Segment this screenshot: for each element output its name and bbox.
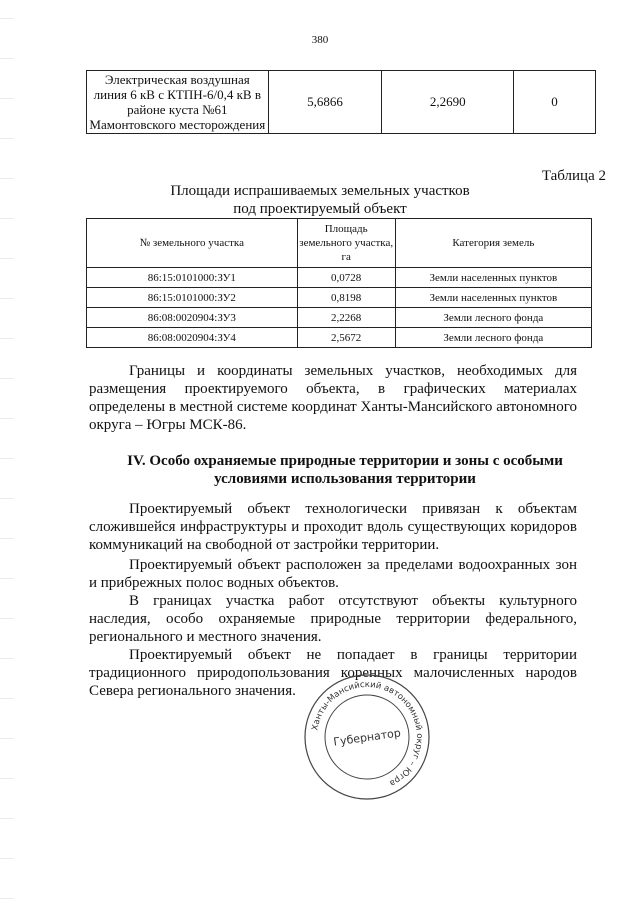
cell-parcel-number: 86:08:0020904:ЗУ3 bbox=[87, 308, 298, 328]
section-heading: IV. Особо охраняемые природные территории и зоны с особыми условиями использования территории bbox=[127, 453, 563, 487]
table-cell-value-1: 5,6866 bbox=[268, 71, 382, 134]
cell-parcel-number: 86:15:0101000:ЗУ2 bbox=[87, 288, 298, 308]
table-cell-value-3: 0 bbox=[514, 71, 596, 134]
cell-land-category: Земли населенных пунктов bbox=[395, 288, 591, 308]
table-2-label: Таблица 2 bbox=[541, 168, 606, 184]
column-header-land-category: Категория земель bbox=[395, 219, 591, 268]
paragraph: В границах участка работ отсутствуют объекты культурного наследия, особо охраняемые природные территории федерального, регионального и местного значения. bbox=[89, 593, 577, 645]
seal-ring-text: Ханты-Мансийский автономный округ – Югра bbox=[310, 679, 425, 789]
cell-area: 2,5672 bbox=[297, 328, 395, 348]
table-2-title-line-1: Площади испрашиваемых земельных участков bbox=[170, 183, 470, 199]
table-row bbox=[87, 268, 592, 288]
cell-parcel-number: 86:15:0101000:ЗУ1 bbox=[87, 268, 298, 288]
table-row bbox=[87, 308, 592, 328]
table-row bbox=[87, 328, 592, 348]
cell-land-category: Земли лесного фонда bbox=[395, 308, 591, 328]
cell-parcel-number: 86:08:0020904:ЗУ4 bbox=[87, 328, 298, 348]
column-header-area: Площадь земельного участка, га bbox=[297, 219, 395, 268]
paragraph: Проектируемый объект не попадает в границы территории традиционного природопользования коренных малочисленных народов Севера регионального значения. bbox=[89, 647, 577, 699]
table-1-continuation bbox=[86, 70, 596, 134]
official-seal-stamp bbox=[302, 672, 432, 802]
cell-land-category: Земли населенных пунктов bbox=[395, 268, 591, 288]
paragraph-coordinates: Границы и координаты земельных участков, необходимых для размещения проектируемого объекта, в графических материалах определены в местной системе координат Ханты-Мансийского автономного округа – Югры МСК-86. bbox=[89, 363, 577, 433]
cell-area: 0,0728 bbox=[297, 268, 395, 288]
table-header-row bbox=[87, 219, 592, 268]
paragraph: Проектируемый объект расположен за пределами водоохранных зон и прибрежных полос водных объектов. bbox=[89, 557, 577, 591]
column-header-parcel-number: № земельного участка bbox=[87, 219, 298, 268]
table-2-title-line-2: под проектируемый объект bbox=[233, 201, 407, 217]
page-number: 380 bbox=[311, 34, 329, 46]
cell-area: 0,8198 bbox=[297, 288, 395, 308]
scan-edge-artifact bbox=[0, 0, 14, 905]
table-2-title bbox=[0, 182, 640, 218]
table-row bbox=[87, 71, 596, 134]
cell-area: 2,2268 bbox=[297, 308, 395, 328]
seal-center-text: Губернатор bbox=[332, 726, 402, 749]
table-cell-object-name: Электрическая воздушная линия 6 кВ с КТПН-6/0,4 кВ в районе куста №61 Мамонтовского месторождения bbox=[87, 71, 269, 134]
table-cell-value-2: 2,2690 bbox=[382, 71, 514, 134]
cell-land-category: Земли лесного фонда bbox=[395, 328, 591, 348]
table-row bbox=[87, 288, 592, 308]
paragraph: Проектируемый объект технологически привязан к объектам сложившейся инфраструктуры и проходит вдоль существующих коридоров коммуникаций на свободной от застройки территории. bbox=[89, 501, 577, 553]
table-2 bbox=[86, 218, 592, 348]
